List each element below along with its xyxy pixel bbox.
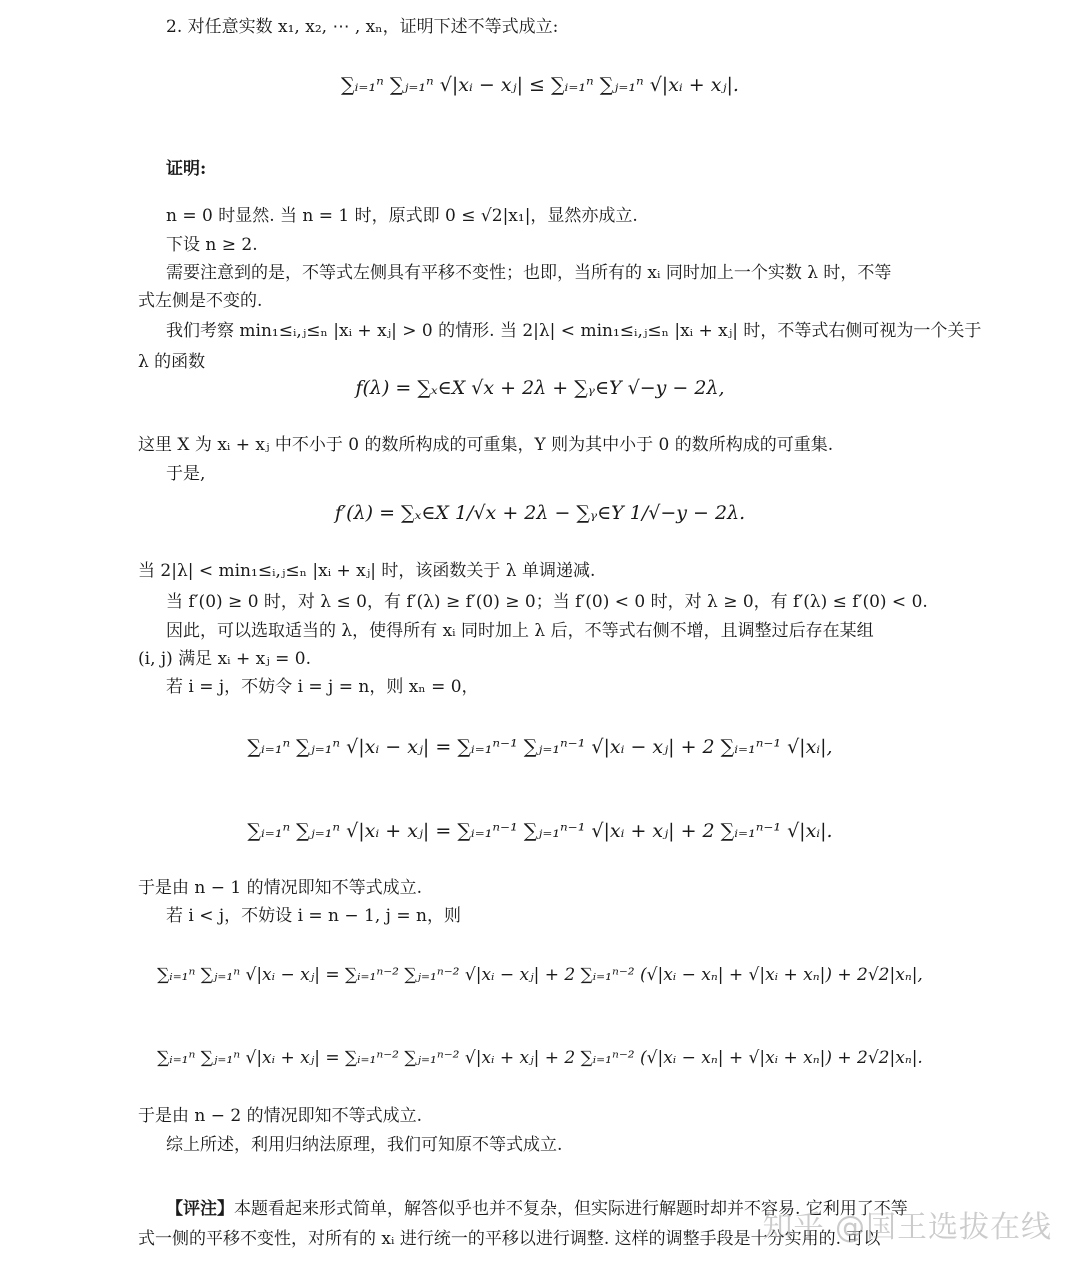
proof-line: 我们考察 min₁≤ᵢ,ⱼ≤ₙ |xᵢ + xⱼ| > 0 的情形. 当 2|λ| < min₁≤ᵢ,ⱼ≤ₙ |xᵢ + xⱼ| 时，不等式右侧可视为一个关于 <box>166 321 982 341</box>
proof-line: 式左侧是不变的. <box>138 291 263 311</box>
proof-line: 下设 n ≥ 2. <box>166 235 258 255</box>
proof-line: 于是由 n − 2 的情况即知不等式成立. <box>138 1106 423 1126</box>
proof-line: λ 的函数 <box>138 352 206 372</box>
comment-text: 本题看起来形式简单，解答似乎也并不复杂，但实际进行解题时却并不容易. 它利用了不等 <box>234 1199 908 1219</box>
equation-case1-b: ∑ᵢ₌₁ⁿ ∑ⱼ₌₁ⁿ √|xᵢ + xⱼ| = ∑ᵢ₌₁ⁿ⁻¹ ∑ⱼ₌₁ⁿ⁻¹ √|xᵢ + xⱼ| + 2 ∑ᵢ₌₁ⁿ⁻¹ √|xᵢ|. <box>247 820 833 842</box>
comment-line-2: 式一侧的平移不变性，对所有的 xᵢ 进行统一的平移以进行调整. 这样的调整手段是十分实用的. 可以 <box>138 1229 881 1249</box>
comment-label: 【评注】 <box>166 1199 234 1219</box>
proof-line: 这里 X 为 xᵢ + xⱼ 中不小于 0 的数所构成的可重集，Y 则为其中小于 0 的数所构成的可重集. <box>138 435 834 455</box>
problem-statement: 2. 对任意实数 x₁, x₂, ⋯ , xₙ，证明下述不等式成立: <box>166 17 559 37</box>
watermark: 知乎 @国王选拔在线 <box>762 1210 1052 1245</box>
proof-line: 因此，可以选取适当的 λ，使得所有 xᵢ 同时加上 λ 后，不等式右侧不增，且调整过后存在某组 <box>166 621 874 641</box>
proof-line: 若 i < j，不妨设 i = n − 1, j = n，则 <box>166 906 461 926</box>
proof-line: 于是由 n − 1 的情况即知不等式成立. <box>138 878 423 898</box>
f-definition: f(λ) = ∑ₓ∈X √x + 2λ + ∑ᵧ∈Y √−y − 2λ, <box>355 377 725 399</box>
equation-case1-a: ∑ᵢ₌₁ⁿ ∑ⱼ₌₁ⁿ √|xᵢ − xⱼ| = ∑ᵢ₌₁ⁿ⁻¹ ∑ⱼ₌₁ⁿ⁻¹ √|xᵢ − xⱼ| + 2 ∑ᵢ₌₁ⁿ⁻¹ √|xᵢ|, <box>247 736 833 758</box>
proof-line: (i, j) 满足 xᵢ + xⱼ = 0. <box>138 649 311 669</box>
proof-line: 当 2|λ| < min₁≤ᵢ,ⱼ≤ₙ |xᵢ + xⱼ| 时，该函数关于 λ 单调递减. <box>138 561 596 581</box>
f-prime-formula: f′(λ) = ∑ₓ∈X 1/√x + 2λ − ∑ᵧ∈Y 1/√−y − 2λ. <box>334 502 746 524</box>
proof-line: 若 i = j，不妨令 i = j = n，则 xₙ = 0， <box>166 677 479 697</box>
proof-line: n = 0 时显然. 当 n = 1 时，原式即 0 ≤ √2|x₁|，显然亦成立. <box>166 206 638 226</box>
conclusion-line: 综上所述，利用归纳法原理，我们可知原不等式成立. <box>166 1135 563 1155</box>
main-inequality: ∑ᵢ₌₁ⁿ ∑ⱼ₌₁ⁿ √|xᵢ − xⱼ| ≤ ∑ᵢ₌₁ⁿ ∑ⱼ₌₁ⁿ √|xᵢ + xⱼ|. <box>341 74 739 96</box>
proof-line: 当 f′(0) ≥ 0 时，对 λ ≤ 0，有 f′(λ) ≥ f′(0) ≥ 0；当 f′(0) < 0 时，对 λ ≥ 0，有 f′(λ) ≤ f′(0) < 0. <box>166 592 928 612</box>
equation-case2-a: ∑ᵢ₌₁ⁿ ∑ⱼ₌₁ⁿ √|xᵢ − xⱼ| = ∑ᵢ₌₁ⁿ⁻² ∑ⱼ₌₁ⁿ⁻² √|xᵢ − xⱼ| + 2 ∑ᵢ₌₁ⁿ⁻² (√|xᵢ − xₙ| + √|xᵢ + xₙ|) + 2√2|xₙ|, <box>157 965 923 985</box>
proof-heading: 证明: <box>166 159 207 179</box>
equation-case2-b: ∑ᵢ₌₁ⁿ ∑ⱼ₌₁ⁿ √|xᵢ + xⱼ| = ∑ᵢ₌₁ⁿ⁻² ∑ⱼ₌₁ⁿ⁻² √|xᵢ + xⱼ| + 2 ∑ᵢ₌₁ⁿ⁻² (√|xᵢ − xₙ| + √|xᵢ + xₙ|) + 2√2|xₙ|. <box>157 1048 923 1068</box>
proof-line: 需要注意到的是，不等式左侧具有平移不变性；也即，当所有的 xᵢ 同时加上一个实数 λ 时，不等 <box>166 263 892 283</box>
proof-line: 于是, <box>166 464 206 484</box>
